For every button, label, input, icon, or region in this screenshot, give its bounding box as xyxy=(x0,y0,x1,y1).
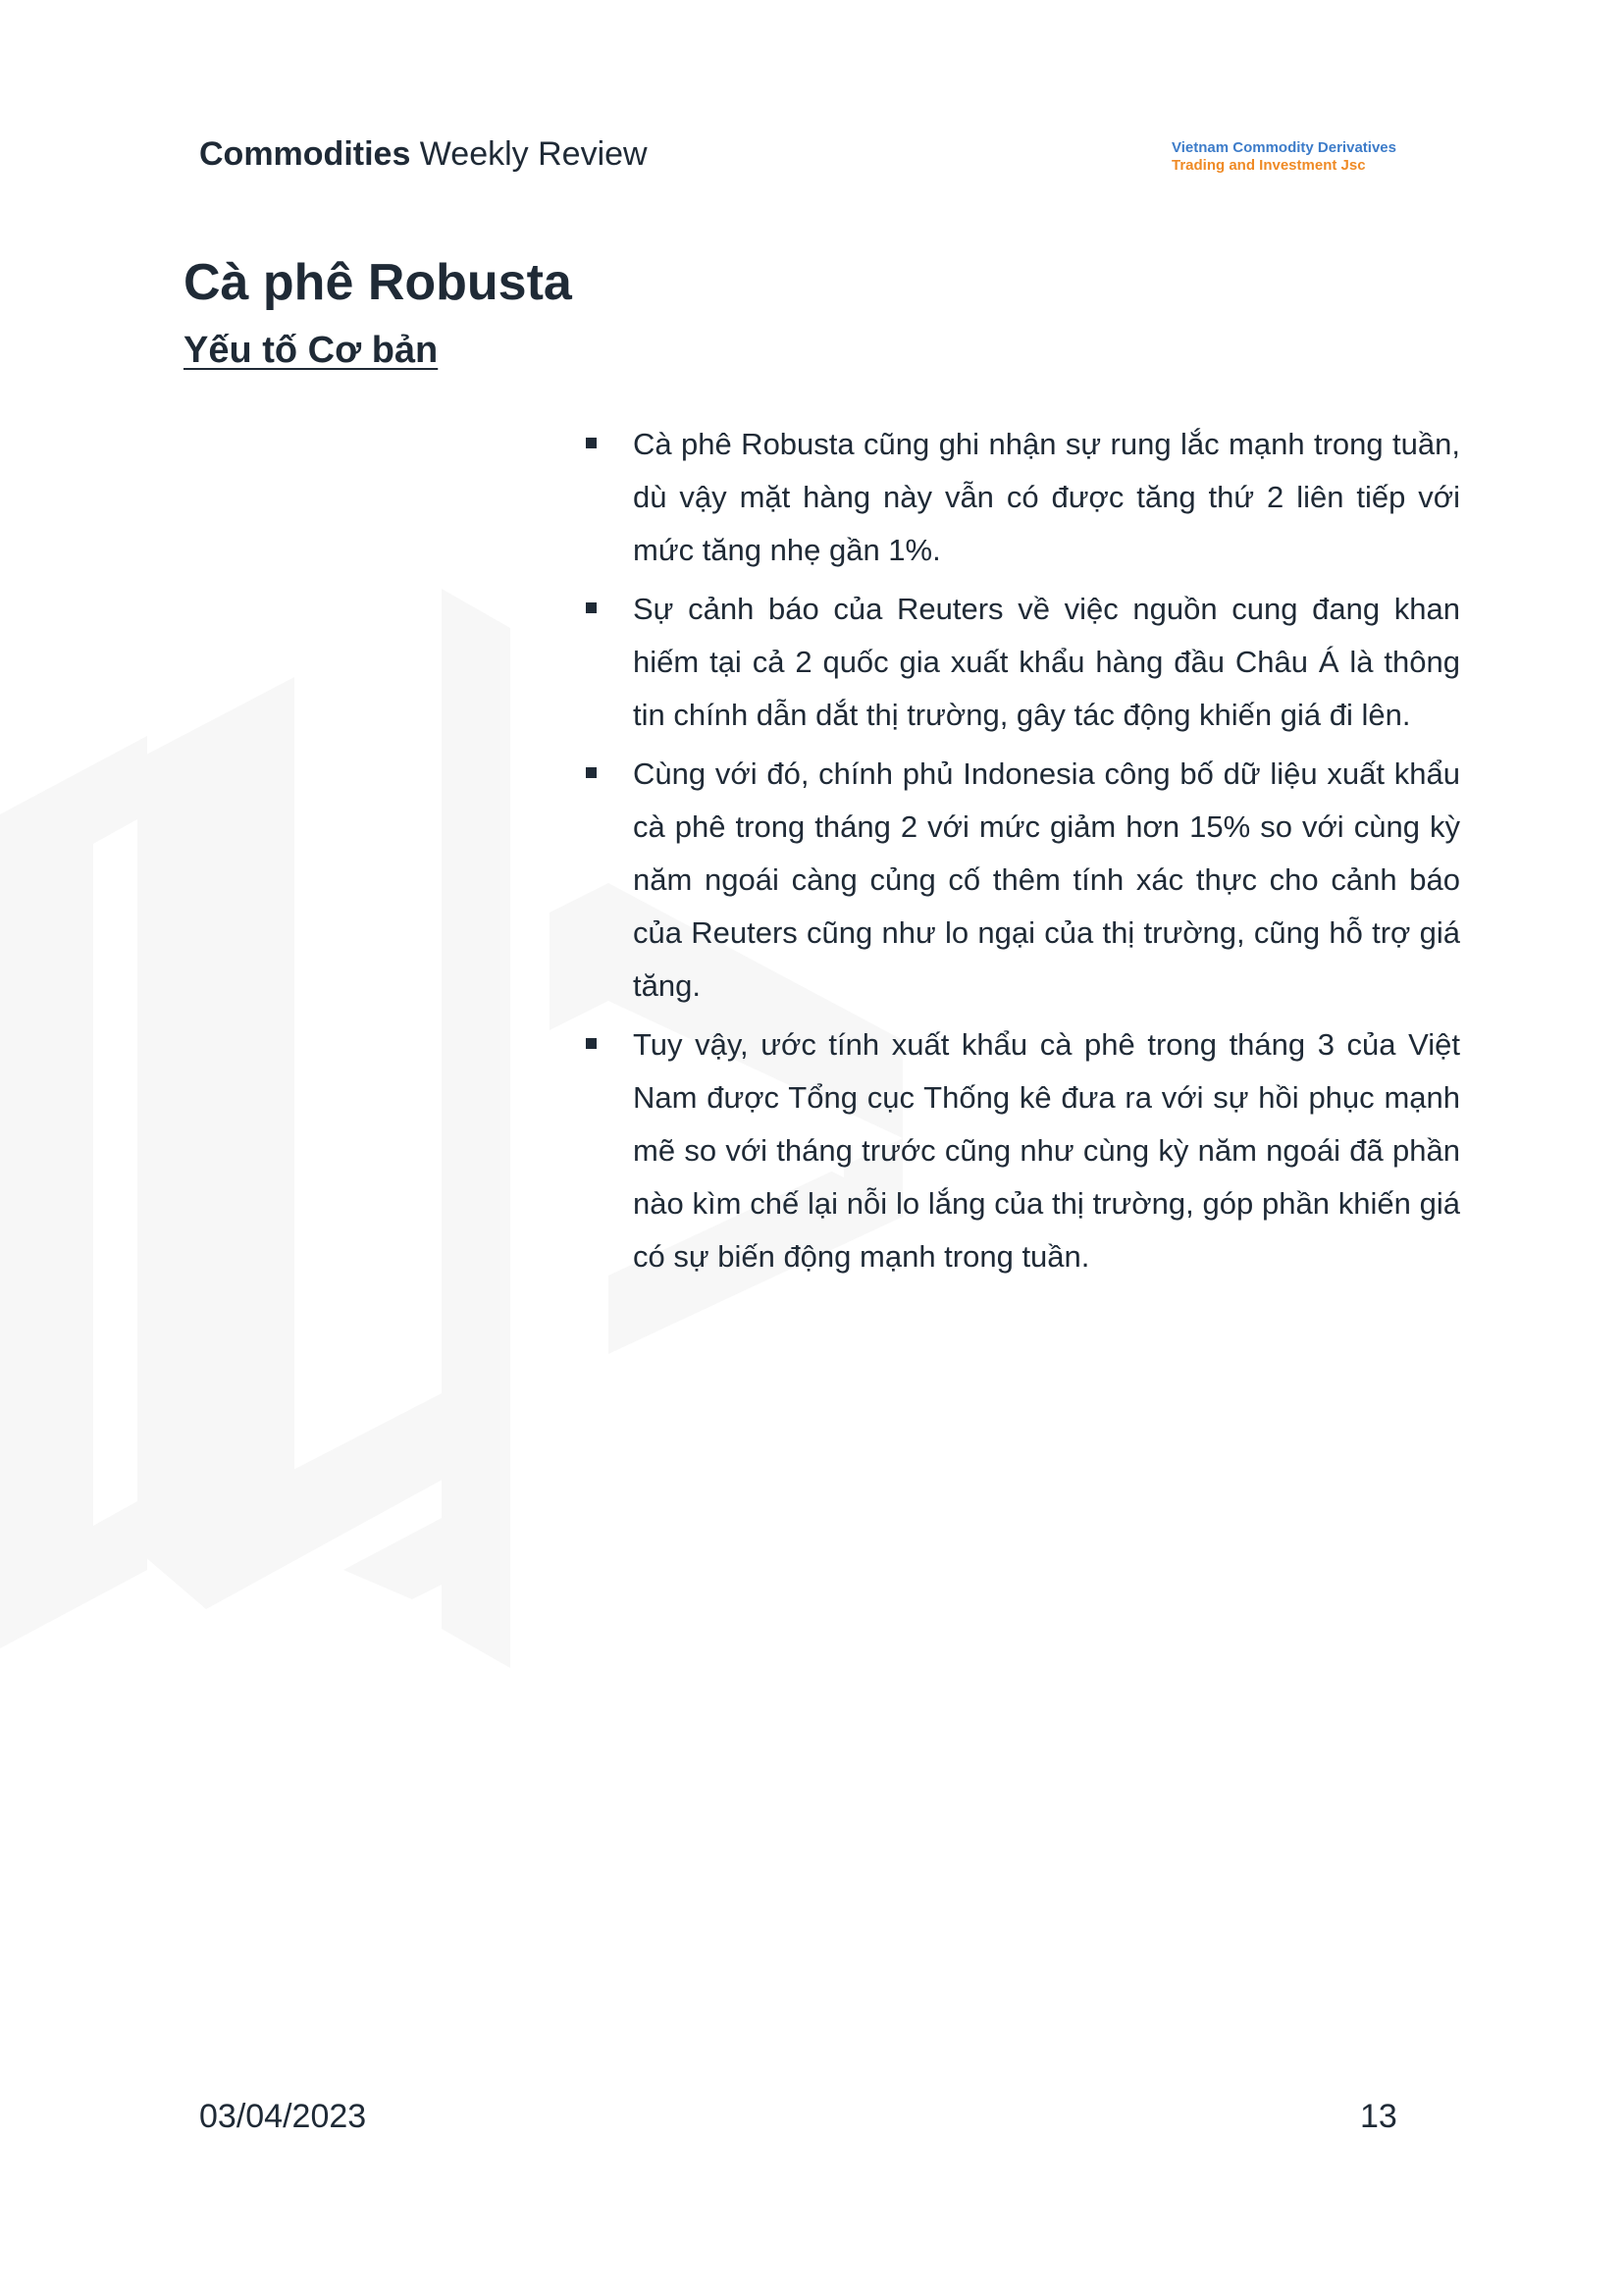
logo-line-1: Vietnam Commodity Derivatives xyxy=(1172,139,1396,156)
bullet-list xyxy=(584,418,1460,1289)
header-title-rest: Weekly Review xyxy=(410,135,648,173)
section-title: Cà phê Robusta xyxy=(183,254,572,311)
company-logo xyxy=(1172,139,1396,175)
bullet-text: Sự cảnh báo của Reuters về việc nguồn cung đang khan hiếm tại cả 2 quốc gia xuất khẩu hàng đầu Châu Á là thông tin chính dẫn dắt thị trường, gây tác động khiến giá đi lên. xyxy=(633,592,1460,732)
report-header xyxy=(199,135,648,174)
bullet-item xyxy=(584,583,1460,742)
bullet-item xyxy=(584,1018,1460,1283)
logo-line-2: Trading and Investment Jsc xyxy=(1172,157,1366,174)
page-number: 13 xyxy=(1360,2098,1397,2135)
header-title-strong: Commodities xyxy=(199,135,411,173)
section-subtitle: Yếu tố Cơ bản xyxy=(183,330,439,371)
bullet-item xyxy=(584,418,1460,577)
square-bullet-icon xyxy=(586,438,597,448)
square-bullet-icon xyxy=(586,767,597,778)
footer-date: 03/04/2023 xyxy=(199,2098,367,2135)
bullet-text: Cà phê Robusta cũng ghi nhận sự rung lắc mạnh trong tuần, dù vậy mặt hàng này vẫn có được tăng thứ 2 liên tiếp với mức tăng nhẹ gần 1%. xyxy=(633,427,1460,567)
bullet-text: Cùng với đó, chính phủ Indonesia công bố dữ liệu xuất khẩu cà phê trong tháng 2 với mức giảm hơn 15% so với cùng kỳ năm ngoái càng củng cố thêm tính xác thực cho cảnh báo của Reuters cũng như lo ngại của thị trường, cũng hỗ trợ giá tăng. xyxy=(633,756,1460,1003)
square-bullet-icon xyxy=(586,1038,597,1049)
bullet-item xyxy=(584,748,1460,1013)
square-bullet-icon xyxy=(586,602,597,613)
bullet-text: Tuy vậy, ước tính xuất khẩu cà phê trong tháng 3 của Việt Nam được Tổng cục Thống kê đưa ra với sự hồi phục mạnh mẽ so với tháng trước cũng như cùng kỳ năm ngoái đã phần nào kìm chế lại nỗi lo lắng của thị trường, góp phần khiến giá có sự biến động mạnh trong tuần. xyxy=(633,1027,1460,1274)
